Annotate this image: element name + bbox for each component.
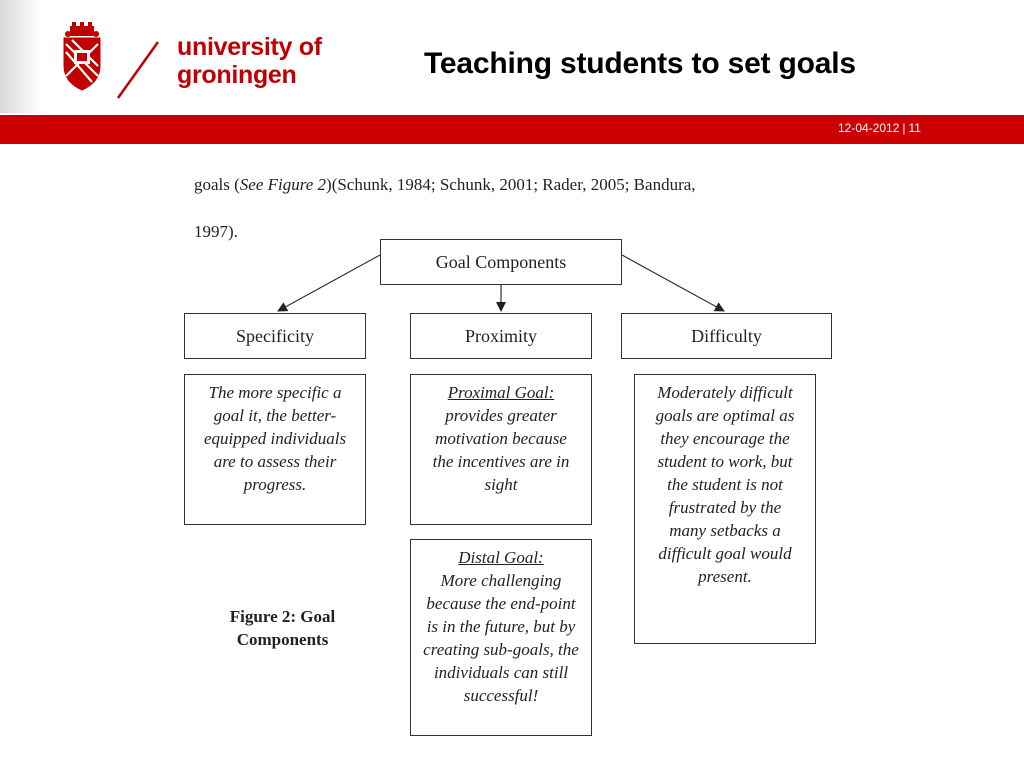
difficulty-description: Moderately difficult goals are optimal as they encourage the student to work, but the student is not frustrated by the many setbacks a difficult goal would present. bbox=[634, 374, 816, 644]
specificity-box: Specificity bbox=[184, 313, 366, 359]
slide-number: 11 bbox=[908, 121, 921, 135]
proximal-goal-title: Proximal Goal: bbox=[447, 383, 555, 402]
university-name-line2: groningen bbox=[177, 61, 297, 89]
difficulty-box: Difficulty bbox=[621, 313, 832, 359]
text-segment: goals ( bbox=[194, 175, 240, 194]
separator: | bbox=[902, 121, 906, 135]
distal-goal-text: More challenging because the end-point is in the future, but by creating sub-goals, the individuals can still successful! bbox=[423, 571, 579, 705]
proximal-goal-text: provides greater motivation because the incentives are in sight bbox=[432, 406, 570, 494]
document-text-line-2: 1997). bbox=[194, 222, 238, 241]
distal-goal-box bbox=[410, 539, 592, 736]
arrow-to-specificity bbox=[278, 255, 380, 311]
figure-caption: Figure 2: Goal Components bbox=[229, 607, 336, 649]
distal-goal-title: Distal Goal: bbox=[458, 548, 544, 567]
figure-reference: See Figure 2 bbox=[239, 175, 327, 194]
proximity-box: Proximity bbox=[410, 313, 592, 359]
slide-title: Teaching students to set goals bbox=[424, 47, 856, 80]
university-name-line1: university of bbox=[177, 33, 322, 61]
slide-date: 12-04-2012 bbox=[838, 121, 900, 135]
arrow-to-difficulty bbox=[622, 255, 724, 311]
goal-components-box: Goal Components bbox=[380, 239, 622, 285]
specificity-description: The more specific a goal it, the better-equipped individuals are to assess their progress. bbox=[184, 374, 366, 525]
proximal-goal-box bbox=[410, 374, 592, 525]
text-segment: )(Schunk, 1984; Schunk, 2001; Rader, 2005; Bandura, bbox=[326, 175, 696, 194]
